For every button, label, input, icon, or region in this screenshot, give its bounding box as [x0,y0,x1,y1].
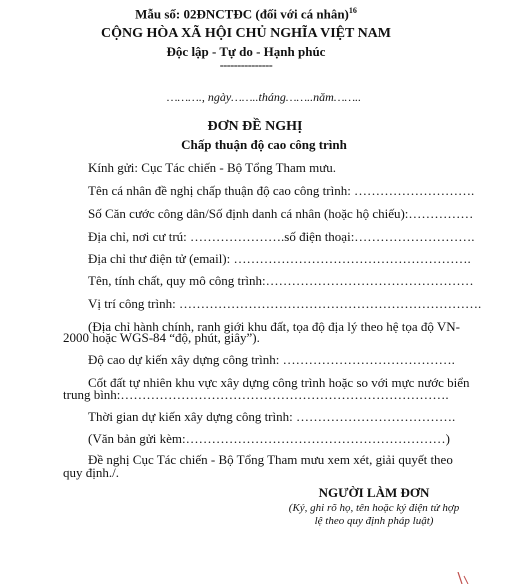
request-line-2: quy định./. [63,465,119,480]
planned-time-field: Thời gian dự kiến xây dựng công trình: ………………………………. [88,409,456,424]
admin-address-note-line-1: (Địa chỉ hành chính, ranh giới khu đất, tọa độ địa lý theo hệ tọa độ VN- [88,319,460,334]
national-motto: Độc lập - Tự do - Hạnh phúc [166,44,326,59]
request-line-1: Đề nghị Cục Tác chiến - Bộ Tổng Tham mưu xem xét, giải quyết theo [88,452,453,467]
recipient-line: Kính gửi: Cục Tác chiến - Bộ Tổng Tham mưu. [88,160,337,175]
project-name-field: Tên, tính chất, quy mô công trình:………………………………………… [88,273,474,288]
signer-title: NGƯỜI LÀM ĐƠN [318,485,430,500]
national-title: CỘNG HÒA XÃ HỘI CHỦ NGHĨA VIỆT NAM [100,26,391,41]
signer-note [268,502,480,528]
attached-docs-field: (Văn bản gửi kèm:……………………………………………………) [88,431,450,446]
planned-height-field: Độ cao dự kiến xây dựng công trình: …………………………………. [88,352,455,367]
id-number-field: Số Căn cước công dân/Số định danh cá nhân (hoặc hộ chiếu):…………… [88,206,474,221]
email-field: Địa chỉ thư điện tử (email): ………………………………………………. [88,251,471,266]
form-number: Mẫu số: 02ĐNCTĐC (đối với cá nhân)$^{16}$ [135,6,357,22]
date-line: ………., ngày……..tháng……..năm…….. [166,90,362,104]
document-title: ĐƠN ĐỀ NGHỊ [207,119,303,134]
address-phone-field: Địa chỉ, nơi cư trú: ………………….số điện thoại:………………………. [88,229,475,244]
page-corner-mark [456,572,470,584]
signer-note-line-2: lệ theo quy định pháp luật) [314,515,434,527]
ground-level-line-1: Cốt đất tự nhiên khu vực xây dựng công trình hoặc so với mực nước biển [88,375,470,390]
document-subtitle: Chấp thuận độ cao công trình [181,137,347,152]
footnote-marker: 16 [348,6,357,15]
signer-note-line-1: (Ký, ghi rõ họ, tên hoặc ký điện tử hợp [288,502,460,514]
applicant-name-field: Tên cá nhân đề nghị chấp thuận độ cao công trình: ………………………. [88,183,475,198]
ground-level-line-2: trung bình:…………………………………………………………………. [63,387,449,402]
motto-underline: --------------- [219,58,273,72]
location-field: Vị trí công trình: ……………………………………………………………. [88,296,482,311]
admin-address-note-line-2: 2000 hoặc WGS-84 “độ, phút, giây”). [63,330,260,345]
